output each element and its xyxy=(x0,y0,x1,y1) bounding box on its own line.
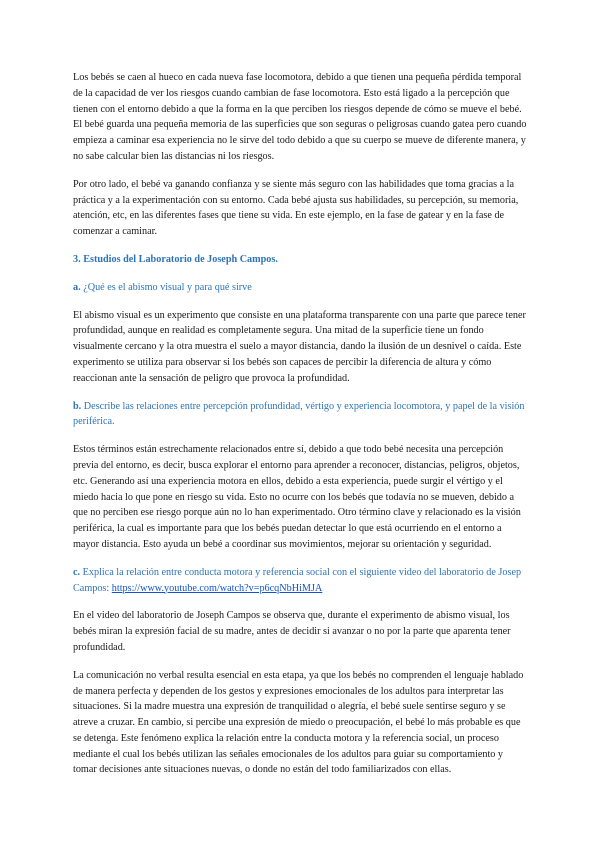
youtube-link[interactable]: https://www.youtube.com/watch?v=p6cqNbHiMJA xyxy=(111,582,323,594)
paragraph: El abismo visual es un experimento que consiste en una plataforma transparente con una parte que parece tener profundidad, aunque en realidad es completamente segura. Una mitad de la superficie tiene un fondo visualmente cercano y la otra muestra el suelo a mayor distancia, dando la ilusión de un desnivel o caída. Este experimento se utiliza para observar si los bebés son capaces de percibir la diferencia de altura y cómo reaccionan ante la sensación de peligro que provoca la profundidad. xyxy=(73,309,526,384)
question-text: Explica la relación entre conducta motora y referencia social con el siguiente video del laboratorio de Josep Campos: xyxy=(73,566,522,594)
question-text: Describe las relaciones entre percepción profundidad, vértigo y experiencia locomotora, y papel de la visión periférica. xyxy=(73,400,525,428)
question-letter: c. xyxy=(73,566,81,578)
paragraph: La comunicación no verbal resulta esencial en esta etapa, ya que los bebés no comprenden el lenguaje hablado de manera perfecta y dependen de los gestos y expresiones emocionales de los adultos para interpretar las situaciones. Si la madre muestra una expresión de tranquilidad o alegría, el bebé suele sentirse seguro y se atreve a cruzar. En cambio, si percibe una expresión de miedo o preocupación, el bebé lo más probable es que se detenga. Este fenómeno explica la relación entre la conducta motora y la referencia social, un proceso mediante el cual los bebés utilizan las señales emocionales de los adultos para guiar su comportamiento y tomar decisiones ante situaciones nuevas, o donde no están del todo familiarizados con ellas. xyxy=(73,669,524,776)
paragraph: Por otro lado, el bebé va ganando confianza y se siente más seguro con las habilidades que toma gracias a la práctica y a la experimentación con su entorno. Cada bebé ajusta sus habilidades, su percepción, su memoria, atención, etc, en las diferentes fases que tiene su vida. En este ejemplo, en la fase de gatear y en la fase de comenzar a caminar. xyxy=(73,178,519,238)
question-a xyxy=(73,280,528,296)
paragraph: Estos términos están estrechamente relacionados entre sí, debido a que todo bebé necesita una percepción previa del entorno, es decir, busca explorar el entorno para aprender a reconocer, distancias, peligros, objetos, etc. Generando así una experiencia motora en ellos, debido a esta experiencia, puede surgir el vértigo y el miedo hacia lo que pone en riesgo su vida. Esto no ocurre con los bebés que todavía no se mueven, debido a que no perciben ese riesgo porque aún no lo han experimentado. Otro término clave y relacionado es la visión periférica, la cual es importante para que los bebés puedan detectar lo que está ocurriendo en el entorno a mayor distancia. Esto ayuda un bebé a coordinar sus movimientos, mejorar su orientación y seguridad. xyxy=(73,444,521,550)
document-body xyxy=(73,70,528,790)
section-heading: 3. Estudios del Laboratorio de Joseph Campos. xyxy=(73,253,278,265)
question-letter: a. xyxy=(73,281,81,293)
paragraph: Los bebés se caen al hueco en cada nueva fase locomotora, debido a que tienen una pequeña pérdida temporal de la capacidad de ver los riesgos cuando cambian de fase locomotora. Esto está ligado a la percepción que tienen con el entorno debido a que la forma en la que perciben los riesgos depende de cómo se mueve el bebé. El bebé guarda una pequeña memoria de las superficies que son seguras o peligrosas cuando gatea pero cuando empieza a caminar esa experiencia no le sirve del todo debido a que su cuerpo se mueve de diferente manera, y no sabe calcular bien las distancias ni los riesgos. xyxy=(73,72,527,162)
paragraph: En el video del laboratorio de Joseph Campos se observa que, durante el experimento de abismo visual, los bebés miran la expresión facial de su madre, antes de decidir si avanzar o no por la parte que aparenta tener profundidad. xyxy=(73,610,511,653)
question-letter: b. xyxy=(73,400,82,412)
question-b xyxy=(73,399,528,431)
question-c xyxy=(73,565,528,597)
question-text: ¿Qué es el abismo visual y para qué sirve xyxy=(83,281,252,293)
